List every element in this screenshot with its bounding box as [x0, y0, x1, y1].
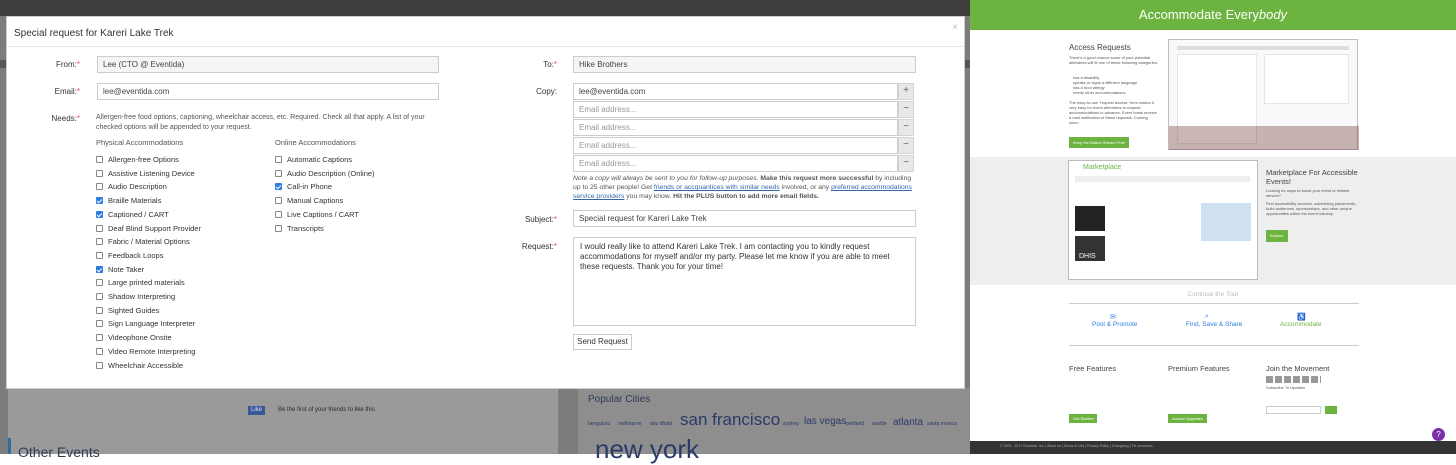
tour-post-promote[interactable]: Post & Promote [1092, 321, 1138, 328]
online-option[interactable] [275, 224, 324, 233]
city-link[interactable]: seattle [872, 421, 887, 427]
needs-label: Needs:* [51, 114, 80, 123]
close-icon[interactable]: × [952, 22, 958, 33]
join-movement-title: Join the Movement [1266, 364, 1330, 373]
to-field[interactable]: Hike Brothers [573, 56, 916, 73]
option-label: Note Taker [108, 264, 145, 274]
copy-email-field[interactable]: lee@eventida.com [573, 83, 898, 100]
city-link[interactable]: melbourne [618, 421, 642, 427]
option-label: Sign Language Interpreter [108, 319, 196, 329]
from-label: From:* [55, 60, 80, 69]
accessibility-icon: ♿ [1297, 314, 1306, 321]
online-option[interactable] [275, 210, 359, 219]
city-link[interactable]: portland [846, 421, 865, 427]
copy-email-input[interactable]: Email address... [573, 155, 898, 172]
option-label: Braille Materials [108, 196, 162, 206]
option-label: Call-in Phone [287, 182, 333, 192]
search-icon: ⌕ [1205, 313, 1209, 320]
request-label: Request:* [521, 242, 557, 251]
email-label: Email:* [54, 87, 80, 96]
option-label: Wheelchair Accessible [108, 360, 184, 370]
option-label: Deaf Blind Support Provider [108, 223, 201, 233]
city-link[interactable]: sydney [783, 421, 799, 427]
checkbox[interactable] [96, 252, 103, 259]
from-field[interactable]: Lee (CTO @ Eventida) [97, 56, 439, 73]
checkbox[interactable] [275, 183, 282, 190]
checkbox[interactable] [96, 225, 103, 232]
option-label: Videophone Onsite [108, 333, 172, 343]
email-field[interactable]: lee@eventida.com [97, 83, 439, 100]
subscribe-email-input[interactable] [1266, 406, 1321, 414]
checkbox[interactable] [96, 348, 103, 355]
facebook-like-button[interactable]: Like [248, 406, 265, 415]
access-requests-title: Access Requests [1069, 43, 1131, 52]
checkbox[interactable] [96, 307, 103, 314]
background-topbar [0, 0, 970, 16]
city-link[interactable]: abu dhabi [650, 421, 672, 427]
online-option[interactable] [275, 155, 352, 164]
option-label: Transcripts [287, 223, 324, 233]
checkbox[interactable] [96, 170, 103, 177]
social-icons[interactable] [1266, 376, 1321, 383]
option-label: Fabric / Material Options [108, 237, 190, 247]
checkbox[interactable] [275, 156, 282, 163]
physical-option[interactable] [96, 224, 201, 233]
modal-divider [7, 46, 964, 47]
providers-link[interactable]: preferred accommodations service providers [573, 184, 912, 200]
subject-field[interactable]: Special request for Kareri Lake Trek [573, 210, 916, 227]
explore-button[interactable]: Explore [1266, 230, 1288, 242]
city-link[interactable]: las vegas [804, 416, 847, 427]
physical-option[interactable] [96, 319, 195, 328]
city-link[interactable]: new york [595, 434, 700, 464]
send-request-button[interactable]: Send Request [573, 334, 632, 350]
marketplace-screenshot [1068, 160, 1258, 280]
checkbox[interactable] [96, 293, 103, 300]
physical-option[interactable] [96, 182, 167, 191]
free-features-title: Free Features [1069, 364, 1117, 373]
option-label: Large printed materials [108, 278, 185, 288]
remove-email-minus-icon[interactable]: − [898, 101, 914, 118]
option-label: Live Captions / CART [287, 209, 359, 219]
access-requests-body: There's a good chance some of your potential attendees will fit one of these following categories: [1069, 55, 1158, 65]
online-option[interactable] [275, 196, 343, 205]
checkbox[interactable] [96, 362, 103, 369]
copy-email-input[interactable]: Email address... [573, 119, 898, 136]
online-accommodations-heading: Online Accommodations [275, 138, 356, 147]
checkbox[interactable] [275, 170, 282, 177]
physical-option[interactable] [96, 306, 159, 315]
city-link[interactable]: atlanta [893, 417, 924, 428]
physical-option[interactable] [96, 333, 172, 342]
checkbox[interactable] [96, 197, 103, 204]
city-link[interactable]: san francisco [680, 410, 781, 429]
checkbox[interactable] [275, 197, 282, 204]
checkbox[interactable] [275, 211, 282, 218]
physical-option[interactable] [96, 237, 190, 246]
physical-option[interactable] [96, 347, 195, 356]
continue-tour-heading: Continue the Tour [1187, 291, 1239, 298]
access-bullets: has a disability speaks or signs a different language has a food allergy needs other accommodations [1073, 75, 1138, 95]
physical-option[interactable] [96, 278, 185, 287]
help-chat-icon[interactable]: ? [1432, 428, 1445, 441]
checkbox[interactable] [96, 266, 103, 273]
access-requests-body-2: The easy-to-use "request access" form makes it very easy for event attendees to request accommodations in advance. Event hosts receive a mail notification of these requests. Coming soon... [1069, 100, 1157, 125]
physical-option[interactable] [96, 196, 161, 205]
subject-label: Subject:* [524, 215, 557, 224]
option-label: Feedback Loops [108, 250, 164, 260]
physical-option[interactable] [96, 361, 183, 370]
get-started-button[interactable]: Get Started [1069, 414, 1097, 423]
checkbox[interactable] [275, 225, 282, 232]
to-label: To:* [543, 60, 557, 69]
subscribe-button[interactable] [1325, 406, 1337, 414]
copy-help-text: Note a copy will always be sent to you for follow-up purposes. Make this request more successful by including up to 25 other people! Get friends or accquantices with similar needs involved, or any preferred accommodations service providers you may know. Hit the PLUS button to add more email fields. [573, 175, 912, 200]
checkbox[interactable] [96, 334, 103, 341]
tour-divider-2 [1069, 345, 1359, 346]
physical-option[interactable] [96, 169, 195, 178]
physical-option[interactable] [96, 210, 169, 219]
tour-accommodate[interactable]: Accommodate [1280, 321, 1322, 328]
upgrade-button[interactable]: Annual Upgrades [1168, 414, 1207, 423]
needs-help-text: Allergen-free food options, captioning, wheelchair access, etc. Required. Check all that apply. A list of your checked options will be appended to your request. [96, 114, 425, 131]
accommodate-page [970, 0, 1456, 454]
access-requests-button[interactable]: Keep the Button Stream Free [1069, 137, 1129, 148]
megaphone-icon: ✉ [1110, 314, 1116, 321]
option-label: Audio Description (Online) [287, 168, 375, 178]
physical-option[interactable] [96, 265, 144, 274]
facebook-like-text: Be the first of your friends to like this [278, 407, 375, 413]
online-option[interactable] [275, 182, 332, 191]
remove-email-minus-icon[interactable]: − [898, 137, 914, 154]
marketplace-body: Looking for ways to boost your event or related service? [1266, 188, 1350, 198]
remove-email-minus-icon[interactable]: − [898, 119, 914, 136]
dhis-logo: DHIS [1079, 253, 1096, 260]
physical-option[interactable] [96, 155, 179, 164]
request-textarea[interactable]: I would really like to attend Kareri Lake Trek. I am contacting you to kindly request accommodations for myself and/or my party. Please let me know if you are able to meet these requests. Thank you for your time! [573, 237, 916, 326]
checkbox[interactable] [96, 183, 103, 190]
copy-label: Copy: [536, 87, 557, 96]
physical-option[interactable] [96, 292, 175, 301]
tour-find-save-share[interactable]: Find, Save & Share [1186, 321, 1243, 328]
friends-link[interactable]: friends or accquantices with similar needs [653, 184, 780, 191]
option-label: Assistive Listening Device [108, 168, 195, 178]
marketplace-body-2: Find accessibility services, advertising placements, build audiences, sponsorships, and other unique opportunities within the event industry. [1266, 201, 1357, 216]
city-link[interactable]: bengaluru [588, 421, 611, 427]
option-label: Video Remote Interpreting [108, 346, 196, 356]
checkbox[interactable] [96, 279, 103, 286]
copy-email-input[interactable]: Email address... [573, 137, 898, 154]
physical-option[interactable] [96, 251, 163, 260]
option-label: Sighted Guides [108, 305, 160, 315]
modal-title: Special request for Kareri Lake Trek [14, 28, 174, 39]
option-label: Allergen-free Options [108, 155, 179, 164]
checkbox[interactable] [96, 320, 103, 327]
city-link[interactable]: santa monica [927, 421, 957, 427]
remove-email-minus-icon[interactable]: − [898, 155, 914, 172]
subscribe-label: Subscribe To Updates [1266, 385, 1306, 390]
tour-divider [1069, 303, 1359, 304]
online-option[interactable] [275, 169, 375, 178]
accommodate-title: Accommodate Everybody [1138, 7, 1288, 22]
option-label: Shadow Interpreting [108, 292, 176, 301]
option-label: Manual Captions [287, 196, 344, 206]
add-email-plus-icon[interactable]: + [898, 83, 914, 100]
option-label: Captioned / CART [108, 209, 169, 219]
checkbox[interactable] [96, 211, 103, 218]
other-events-accent [8, 438, 11, 454]
special-request-modal [6, 16, 965, 389]
option-label: Audio Description [108, 182, 167, 192]
checkbox[interactable] [96, 238, 103, 245]
marketplace-logo: Marketplace [1083, 164, 1122, 171]
physical-accommodations-heading: Physical Accommodations [96, 138, 184, 147]
copy-email-input[interactable]: Email address... [573, 101, 898, 118]
premium-features-title: Premium Features [1168, 364, 1230, 373]
footer-text: © 2009 - 2017 Eventida, Inc. | About us | Terms of Use | Privacy Policy | Changelog | Fix resources [1000, 444, 1153, 448]
popular-cities-heading: Popular Cities [588, 394, 651, 405]
marketplace-title: Marketplace For Accessible Events! [1266, 168, 1358, 186]
other-events-heading: Other Events [18, 444, 100, 460]
option-label: Automatic Captions [287, 155, 353, 164]
checkbox[interactable] [96, 156, 103, 163]
access-request-screenshot [1168, 39, 1358, 150]
